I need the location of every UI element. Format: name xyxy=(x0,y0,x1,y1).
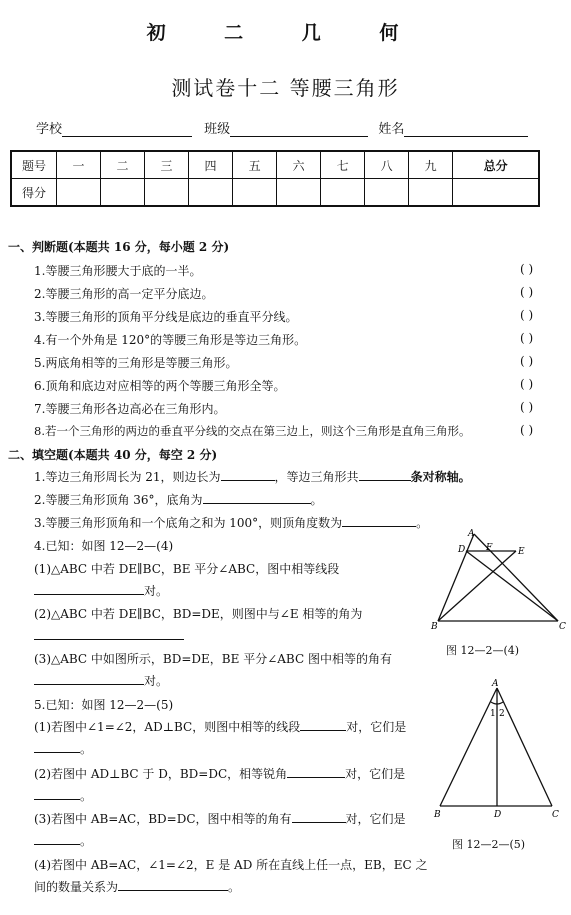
label-b: B xyxy=(434,810,441,820)
score-table-score-row xyxy=(11,179,539,207)
name-field[interactable] xyxy=(404,122,528,137)
score-cell[interactable] xyxy=(101,179,145,207)
q5-2-text-b: 对，它们是 xyxy=(345,767,406,781)
label-d: D xyxy=(458,545,466,555)
judge-item-3: 3.等腰三角形的顶角平分线是底边的垂直平分线。 xyxy=(34,310,298,324)
fill-q4-2: (2)△ABC 中若 DE∥BC，BD=DE，则图中与∠E 相等的角为 xyxy=(34,607,363,621)
judge-item-7: 7.等腰三角形各边高必在三角形内。 xyxy=(34,402,226,416)
score-cell[interactable] xyxy=(189,179,233,207)
fill-q5-3-answer xyxy=(34,832,92,849)
label-d: D xyxy=(494,810,502,820)
score-table-header-row xyxy=(11,151,539,179)
test-title: 测试卷十二 等腰三角形 xyxy=(171,76,400,100)
fill-q5-1-answer xyxy=(34,740,92,757)
name-label: 姓名 xyxy=(378,122,405,137)
score-cell[interactable] xyxy=(409,179,453,207)
fill-q1 xyxy=(34,468,471,485)
table-cell: 七 xyxy=(321,151,365,179)
school-label: 学校 xyxy=(36,122,63,137)
table-cell: 八 xyxy=(365,151,409,179)
q5-1-text-a: (1)若图中∠1=∠2，AD⊥BC，则图中相等的线段 xyxy=(34,720,301,734)
table-cell: 题号 xyxy=(11,151,57,179)
q5-3-text-a: (3)若图中 AB=AC，BD=DC，图中相等的角有 xyxy=(34,812,292,826)
fill-q4-1: (1)△ABC 中若 DE∥BC，BE 平分∠ABC，图中相等线段 xyxy=(34,562,340,576)
blank[interactable] xyxy=(34,672,144,685)
fill-q5-intro: 5.已知：如图 12—2—(5) xyxy=(34,698,174,712)
figure-12-2-5 xyxy=(428,676,568,824)
label-e: E xyxy=(518,547,525,557)
blank[interactable] xyxy=(359,468,411,481)
judge-item-1: 1.等腰三角形腰大于底的一半。 xyxy=(34,264,202,278)
fill-q4-intro: 4.已知：如图 12—2—(4) xyxy=(34,539,174,553)
q2-text-a: 2.等腰三角形顶角 36°，底角为 xyxy=(34,493,203,507)
blank[interactable] xyxy=(287,765,345,778)
q1-text-c: 条对称轴。 xyxy=(410,470,471,484)
label-angle-2: 2 xyxy=(499,709,505,719)
score-cell[interactable] xyxy=(145,179,189,207)
table-cell: 得分 xyxy=(11,179,57,207)
section1-title: 一、判断题(本题共 16 分，每小题 2 分) xyxy=(8,240,230,254)
blank[interactable] xyxy=(118,878,228,891)
page-title: 初 二 几 何 xyxy=(146,22,425,44)
label-f: F xyxy=(486,543,493,553)
judge-item-6: 6.顶角和底边对应相等的两个等腰三角形全等。 xyxy=(34,379,286,393)
blank[interactable] xyxy=(203,491,311,504)
q3-text-a: 3.等腰三角形顶角和一个底角之和为 100°，则顶角度数为 xyxy=(34,516,343,530)
q5-4-text-c: 。 xyxy=(228,880,241,894)
table-cell: 六 xyxy=(277,151,321,179)
table-cell: 五 xyxy=(233,151,277,179)
fill-q4-2-answer xyxy=(34,627,184,643)
score-cell[interactable] xyxy=(277,179,321,207)
q5-3-text-b: 对，它们是 xyxy=(345,812,406,826)
q5-1-text-b: 对，它们是 xyxy=(346,720,407,734)
judge-item-8: 8.若一个三角形的两边的垂直平分线的交点在第三边上，则这个三角形是直角三角形。 xyxy=(34,424,471,438)
fill-q5-2 xyxy=(34,765,405,782)
segment-be xyxy=(438,551,516,621)
q1-text-b: ，等边三角形共 xyxy=(274,470,359,484)
label-c: C xyxy=(552,810,559,820)
q4-1-suffix: 对。 xyxy=(144,584,169,598)
fill-q4-3: (3)△ABC 中如图所示，BD=DE，BE 平分∠ABC 图中相等的角有 xyxy=(34,652,392,666)
fill-q3 xyxy=(34,514,428,531)
answer-paren-7[interactable]: ( ) xyxy=(520,400,534,414)
label-b: B xyxy=(431,622,438,632)
blank[interactable] xyxy=(34,582,144,595)
label-c: C xyxy=(559,622,566,632)
score-cell[interactable] xyxy=(233,179,277,207)
score-cell[interactable] xyxy=(57,179,101,207)
q5-2-end: 。 xyxy=(80,789,93,803)
fill-q5-4: (4)若图中 AB=AC，∠1=∠2，E 是 AD 所在直线上任一点，EB，EC 之 xyxy=(34,858,428,872)
blank[interactable] xyxy=(34,740,80,753)
answer-paren-1[interactable]: ( ) xyxy=(520,262,534,276)
score-table xyxy=(10,150,540,207)
judge-item-5: 5.两底角相等的三角形是等腰三角形。 xyxy=(34,356,238,370)
score-cell[interactable] xyxy=(453,179,539,207)
table-cell: 一 xyxy=(57,151,101,179)
fill-q5-1 xyxy=(34,718,406,735)
answer-paren-4[interactable]: ( ) xyxy=(520,331,534,345)
answer-paren-2[interactable]: ( ) xyxy=(520,285,534,299)
q3-text-b: 。 xyxy=(416,516,429,530)
table-cell: 三 xyxy=(145,151,189,179)
student-info xyxy=(36,118,528,137)
judge-item-4: 4.有一个外角是 120°的等腰三角形是等边三角形。 xyxy=(34,333,307,347)
q4-3-suffix: 对。 xyxy=(144,674,169,688)
table-cell: 四 xyxy=(189,151,233,179)
score-cell[interactable] xyxy=(321,179,365,207)
blank[interactable] xyxy=(34,832,80,845)
blank[interactable] xyxy=(34,787,80,800)
figure-12-2-4 xyxy=(428,528,568,634)
fill-q4-3-answer xyxy=(34,672,168,689)
label-angle-1: 1 xyxy=(490,709,496,719)
edge-ab xyxy=(440,688,497,806)
q5-4-text-b: 间的数量关系为 xyxy=(34,880,119,894)
label-a: A xyxy=(468,529,475,539)
answer-paren-6[interactable]: ( ) xyxy=(520,377,534,391)
answer-paren-3[interactable]: ( ) xyxy=(520,308,534,322)
table-cell: 九 xyxy=(409,151,453,179)
edge-ab xyxy=(438,534,474,621)
score-cell[interactable] xyxy=(365,179,409,207)
fill-q4-1-answer xyxy=(34,582,168,599)
figure-12-2-4-caption: 图 12—2—(4) xyxy=(446,644,520,657)
segment-dc xyxy=(466,551,558,621)
table-cell: 二 xyxy=(101,151,145,179)
class-label: 班级 xyxy=(204,122,231,137)
blank[interactable] xyxy=(221,468,275,481)
school-field[interactable] xyxy=(62,122,192,137)
answer-paren-8[interactable]: ( ) xyxy=(520,423,534,437)
answer-paren-5[interactable]: ( ) xyxy=(520,354,534,368)
figure-12-2-5-caption: 图 12—2—(5) xyxy=(452,838,526,851)
q1-text-a: 1.等边三角形周长为 21，则边长为 xyxy=(34,470,221,484)
fill-q5-2-answer xyxy=(34,787,92,804)
class-field[interactable] xyxy=(230,122,368,137)
fill-q2 xyxy=(34,491,323,508)
blank[interactable] xyxy=(34,627,184,640)
fill-q5-4-answer xyxy=(34,878,240,895)
section2-title: 二、填空题(本题共 40 分，每空 2 分) xyxy=(8,448,218,462)
judge-item-2: 2.等腰三角形的高一定平分底边。 xyxy=(34,287,214,301)
label-a: A xyxy=(492,679,499,689)
q2-text-b: 。 xyxy=(310,493,323,507)
blank[interactable] xyxy=(300,718,346,731)
blank[interactable] xyxy=(342,514,416,527)
edge-ac xyxy=(497,688,552,806)
fill-q5-3 xyxy=(34,810,406,827)
q5-1-end: 。 xyxy=(80,742,93,756)
table-cell: 总分 xyxy=(453,151,539,179)
q5-3-end: 。 xyxy=(80,834,93,848)
q5-2-text-a: (2)若图中 AD⊥BC 于 D，BD=DC，相等锐角 xyxy=(34,767,288,781)
blank[interactable] xyxy=(292,810,346,823)
